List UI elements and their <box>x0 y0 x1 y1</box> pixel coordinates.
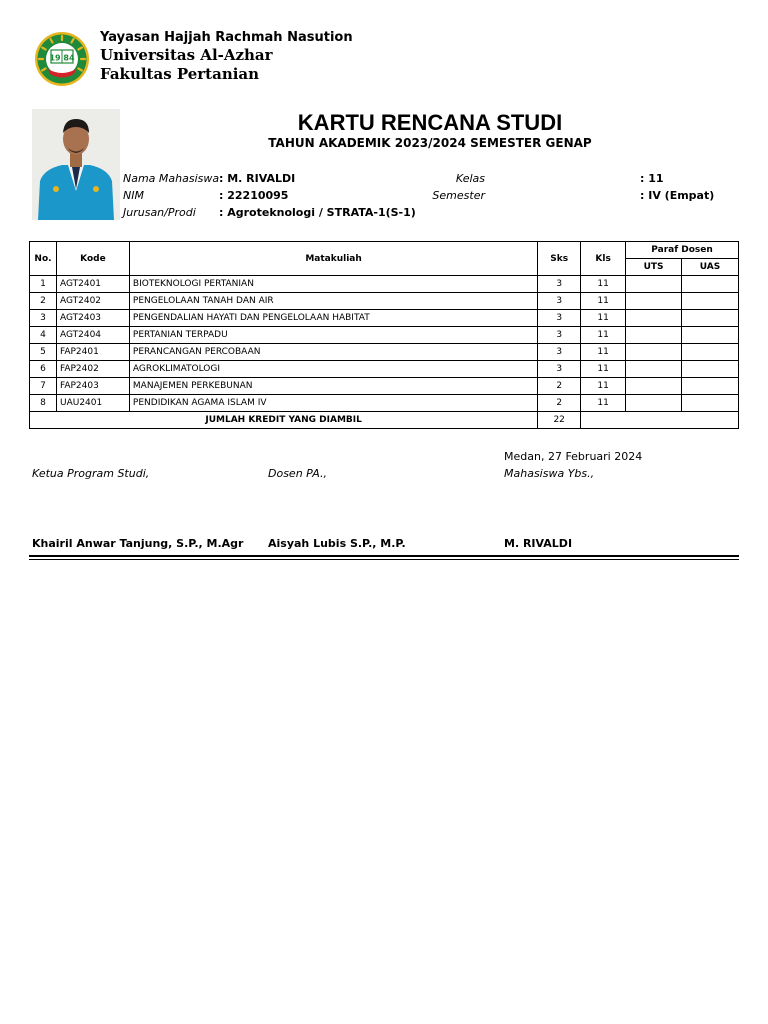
row-no: 5 <box>30 344 57 361</box>
total-row <box>30 412 739 429</box>
faculty-name: Fakultas Pertanian <box>100 65 260 83</box>
row-matakuliah: MANAJEMEN PERKEBUNAN <box>129 378 537 395</box>
row-kls: 11 <box>581 310 626 327</box>
row-matakuliah: AGROKLIMATOLOGI <box>129 361 537 378</box>
total-label: JUMLAH KREDIT YANG DIAMBIL <box>30 412 538 429</box>
place-date: Medan, 27 Februari 2024 <box>504 450 643 463</box>
row-matakuliah: PERTANIAN TERPADU <box>129 327 537 344</box>
header-paraf-dosen: Paraf Dosen <box>626 242 739 259</box>
row-no: 8 <box>30 395 57 412</box>
mahasiswa-name: M. RIVALDI <box>504 537 573 550</box>
table-row <box>30 310 739 327</box>
row-uas-paraf <box>682 310 739 327</box>
header-matakuliah: Matakuliah <box>129 242 537 276</box>
row-matakuliah: PERANCANGAN PERCOBAAN <box>129 344 537 361</box>
academic-year-subtitle: TAHUN AKADEMIK 2023/2024 SEMESTER GENAP <box>268 136 592 150</box>
row-no: 7 <box>30 378 57 395</box>
kelas-label: Kelas <box>455 172 485 185</box>
university-name: Universitas Al-Azhar <box>100 46 273 64</box>
row-no: 4 <box>30 327 57 344</box>
row-uas-paraf <box>682 361 739 378</box>
table-row <box>30 327 739 344</box>
row-uas-paraf <box>682 378 739 395</box>
kaprodi-name: Khairil Anwar Tanjung, S.P., M.Agr <box>32 537 244 550</box>
row-uts-paraf <box>626 293 682 310</box>
row-no: 6 <box>30 361 57 378</box>
prodi-label: Jurusan/Prodi <box>123 206 196 219</box>
row-uas-paraf <box>682 293 739 310</box>
row-sks: 3 <box>538 293 581 310</box>
row-kode: FAP2403 <box>56 378 129 395</box>
row-kls: 11 <box>581 378 626 395</box>
row-sks: 2 <box>538 378 581 395</box>
table-row <box>30 293 739 310</box>
table-row <box>30 395 739 412</box>
row-kls: 11 <box>581 293 626 310</box>
dosen-pa-role: Dosen PA., <box>268 467 327 480</box>
row-uts-paraf <box>626 378 682 395</box>
header-sks: Sks <box>538 242 581 276</box>
header-uts: UTS <box>626 259 682 276</box>
total-sks: 22 <box>538 412 581 429</box>
header-uas: UAS <box>682 259 739 276</box>
row-matakuliah: BIOTEKNOLOGI PERTANIAN <box>129 276 537 293</box>
row-kode: AGT2404 <box>56 327 129 344</box>
row-kls: 11 <box>581 276 626 293</box>
semester-value: : IV (Empat) <box>640 189 715 202</box>
page-title: KARTU RENCANA STUDI <box>297 110 563 135</box>
table-row <box>30 276 739 293</box>
name-label: Nama Mahasiswa <box>123 172 220 185</box>
total-empty <box>581 412 739 429</box>
row-uts-paraf <box>626 276 682 293</box>
kaprodi-role: Ketua Program Studi, <box>32 467 150 480</box>
row-kls: 11 <box>581 344 626 361</box>
row-no: 1 <box>30 276 57 293</box>
row-kode: FAP2402 <box>56 361 129 378</box>
prodi-value: : Agroteknologi / STRATA-1(S-1) <box>219 206 416 219</box>
row-kode: UAU2401 <box>56 395 129 412</box>
seal-year: 19 84 <box>49 53 75 63</box>
row-sks: 3 <box>538 344 581 361</box>
mahasiswa-role: Mahasiswa Ybs., <box>504 467 595 480</box>
header-no: No. <box>30 242 57 276</box>
row-uts-paraf <box>626 361 682 378</box>
row-uas-paraf <box>682 327 739 344</box>
row-no: 3 <box>30 310 57 327</box>
table-row <box>30 378 739 395</box>
row-uas-paraf <box>682 344 739 361</box>
row-kls: 11 <box>581 361 626 378</box>
nim-label: NIM <box>123 189 144 202</box>
nim-value: : 22210095 <box>219 189 289 202</box>
row-kls: 11 <box>581 327 626 344</box>
institution-header <box>100 30 353 84</box>
name-value: : M. RIVALDI <box>219 172 296 185</box>
row-uts-paraf <box>626 310 682 327</box>
university-seal-icon <box>34 31 90 87</box>
row-sks: 3 <box>538 276 581 293</box>
dosen-pa-name: Aisyah Lubis S.P., M.P. <box>268 537 406 550</box>
student-photo <box>32 109 120 220</box>
row-no: 2 <box>30 293 57 310</box>
row-sks: 2 <box>538 395 581 412</box>
semester-label: Semester <box>432 189 485 202</box>
row-matakuliah: PENGENDALIAN HAYATI DAN PENGELOLAAN HABITAT <box>129 310 537 327</box>
row-sks: 3 <box>538 310 581 327</box>
header-kode: Kode <box>56 242 129 276</box>
row-sks: 3 <box>538 327 581 344</box>
footer-divider <box>29 555 739 557</box>
kelas-value: : 11 <box>640 172 664 185</box>
row-uts-paraf <box>626 395 682 412</box>
row-kode: AGT2402 <box>56 293 129 310</box>
row-uts-paraf <box>626 344 682 361</box>
row-kls: 11 <box>581 395 626 412</box>
row-sks: 3 <box>538 361 581 378</box>
row-matakuliah: PENDIDIKAN AGAMA ISLAM IV <box>129 395 537 412</box>
footer-divider-thin <box>29 559 739 560</box>
course-table <box>29 241 739 429</box>
table-row <box>30 361 739 378</box>
table-row <box>30 344 739 361</box>
row-kode: AGT2401 <box>56 276 129 293</box>
yayasan-name: Yayasan Hajjah Rachmah Nasution <box>100 30 353 45</box>
row-uas-paraf <box>682 395 739 412</box>
row-matakuliah: PENGELOLAAN TANAH DAN AIR <box>129 293 537 310</box>
row-uts-paraf <box>626 327 682 344</box>
row-uas-paraf <box>682 276 739 293</box>
row-kode: FAP2401 <box>56 344 129 361</box>
row-kode: AGT2403 <box>56 310 129 327</box>
header-kls: Kls <box>581 242 626 276</box>
